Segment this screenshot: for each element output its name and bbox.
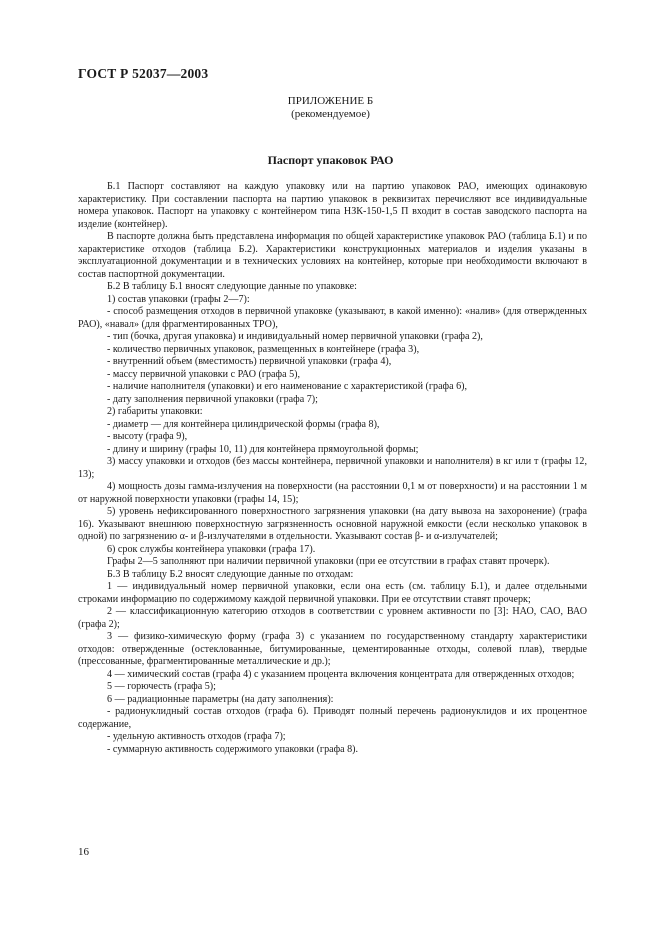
paragraph: 6 — радиационные параметры (на дату заполнения): [107,693,334,705]
paragraph: - удельную активность отходов (графа 7); [107,731,286,742]
paragraph: 3 — физико-химическую форму (графа 3) с указанием по государственному стандарту характеристики отходов: отвержденные (остеклованные, битумированные, цементированные отходы, солевой плав), твердые (прессованные, фрагментированные металлические и др.); [78,631,587,667]
paragraph: 5 — горючесть (графа 5); [107,681,216,692]
paragraph: - длину и ширину (графы 10, 11) для контейнера прямоугольной формы; [107,443,419,455]
document-standard-header: ГОСТ Р 52037—2003 [78,66,209,81]
appendix-label: ПРИЛОЖЕНИЕ Б [287,95,374,107]
paragraph: - способ размещения отходов в первичной упаковке (указывают, в какой именно): «налив» (для отвержденных РАО), «навал» (для фрагментированных ТРО), [78,306,587,330]
paragraph: - наличие наполнителя (упаковки) и его наименование с характеристикой (графа 6), [107,381,468,392]
paragraph: Б.2 В таблицу Б.1 вносят следующие данные по упаковке: [107,281,357,292]
paragraph: В паспорте должна быть представлена информация по общей характеристике упаковок РАО (таблица Б.1) и по характеристике отходов (таблица Б.2). Характеристики конструкционных материалов и изделия указаны в эксплуатационной документации и в технических условиях на контейнер, которые при необходимости включают в состав паспортной документации. [78,231,587,280]
paragraph: 2 — классификационную категорию отходов в соответствии с уровнем активности по [3]: НАО, САО, ВАО (графа 2); [78,606,587,630]
section-title: Паспорт упаковок РАО [267,153,394,167]
paragraph: - количество первичных упаковок, размещенных в контейнере (графа 3), [107,343,420,355]
paragraph: Б.1 Паспорт составляют на каждую упаковку или на партию упаковок РАО, имеющих одинаковую характеристику. При составлении паспорта на партию упаковок в реквизитах перечисляют все индивидуальные номера упаковок. Паспорт на упаковку с контейнером типа НЗК-150-1,5 П входит в состав заводского паспорта на изделие (контейнер). [78,181,587,230]
paragraph: Графы 2—5 заполняют при наличии первичной упаковки (при ее отсутствии в графах ставят прочерк). [107,556,550,567]
page-number: 16 [78,846,89,858]
paragraph: 1 — индивидуальный номер первичной упаковки, если она есть (см. таблицу Б.1), и далее отдельными строками информацию по содержимому каждой первичной упаковки. При ее отсутствии ставят прочерк; [78,581,587,605]
paragraph: - радионуклидный состав отходов (графа 6). Приводят полный перечень радионуклидов и их процентное содержание, [78,706,587,730]
paragraph: 4) мощность дозы гамма-излучения на поверхности (на расстоянии 0,1 м от поверхности) и на расстоянии 1 м от наружной поверхности упаковки (графы 14, 15); [78,481,587,505]
paragraph: 2) габариты упаковки: [107,406,203,417]
paragraph: 3) массу упаковки и отходов (без массы контейнера, первичной упаковки и наполнителя) в кг или т (графы 12, 13); [78,456,587,480]
paragraph: - суммарную активность содержимого упаковки (графа 8). [107,743,359,755]
paragraph: 4 — химический состав (графа 4) с указанием процента включения концентрата для отвержденных отходов; [107,668,575,680]
paragraph: - тип (бочка, другая упаковка) и индивидуальный номер первичной упаковки (графа 2), [107,331,483,342]
paragraph: - массу первичной упаковки с РАО (графа 5), [107,368,301,380]
paragraph: - диаметр — для контейнера цилиндрической формы (графа 8), [107,418,380,430]
paragraph: 1) состав упаковки (графы 2—7): [107,293,250,305]
paragraph: - внутренний объем (вместимость) первичной упаковки (графа 4), [107,356,392,367]
paragraph: 6) срок службы контейнера упаковки (графа 17). [107,543,316,555]
appendix-note: (рекомендуемое) [291,108,370,120]
paragraph: Б.3 В таблицу Б.2 вносят следующие данные по отходам: [107,568,354,580]
paragraph: - дату заполнения первичной упаковки (графа 7); [107,393,318,405]
appendix-heading [0,95,661,121]
paragraph: 5) уровень нефиксированного поверхностного загрязнения упаковки (на дату вывоза на захоронение) (графа 16). Указывают внешнюю поверхностную загрязненность основной наружной емкости (если несколько упаковок в одной) по загрязнению α- и β-излучателями в отдельности. Указывают состав β- и α-излучателей; [78,506,587,542]
paragraph: - высоту (графа 9), [107,431,188,442]
body-text [78,181,587,756]
